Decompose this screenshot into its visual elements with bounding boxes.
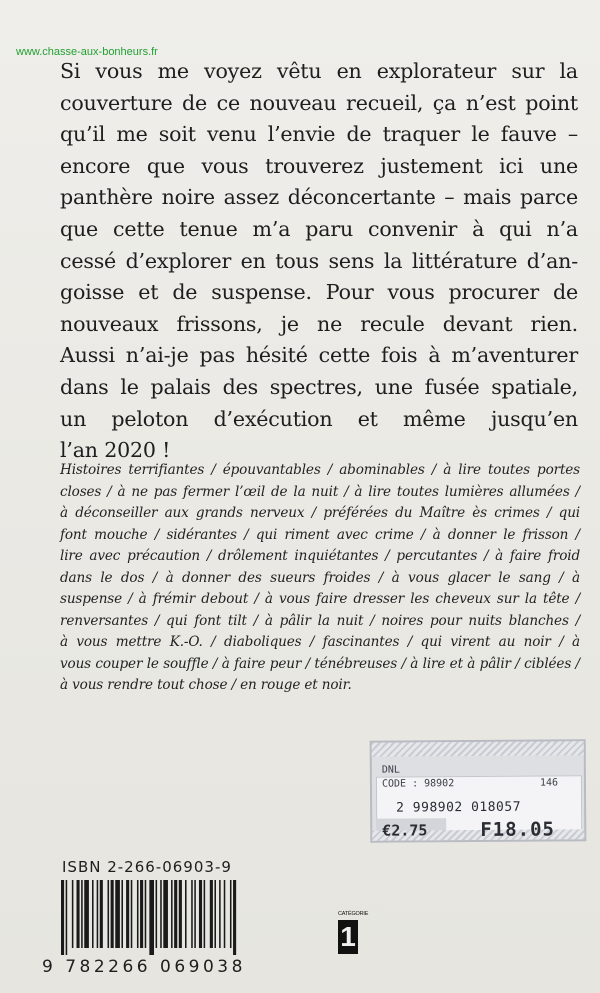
blurb-line: couverture de ce nouveau recueil, ça n’est point <box>60 90 578 115</box>
barcode-bar <box>210 880 213 948</box>
tagline-line: Histoires terrifiantes / épouvantables / abominables / à lire toutes portes <box>60 462 580 478</box>
watermark[interactable]: www.chasse-aux-bonheurs.fr <box>16 46 158 58</box>
tagline-line: lire avec précaution / drôlement inquiétantes / percutantes / à faire froid <box>60 548 580 564</box>
barcode-bar <box>121 880 123 948</box>
barcode-bar <box>111 880 114 948</box>
barcode-bar <box>214 880 216 948</box>
barcode-bar <box>160 880 162 948</box>
tagline-line: closes / à ne pas fermer l’œil de la nuit / à lire toutes lumières allumées / <box>60 483 580 500</box>
sticker-dnl: DNL <box>381 764 400 776</box>
tagline-line: vous couper le souffle / à faire peur / ténébreuses / à lire et à pâlir / ciblées / <box>60 655 580 672</box>
blurb-line: panthère noire assez déconcertante – mais parce <box>60 185 578 210</box>
barcode-bar <box>131 880 133 948</box>
barcode-bar <box>194 880 196 948</box>
barcode-bar <box>115 880 120 948</box>
barcode-bar <box>145 880 147 948</box>
barcode-bar <box>84 880 89 948</box>
sticker-code: CODE : 98902 <box>381 778 455 790</box>
tagline-text <box>60 460 580 697</box>
barcode-bar <box>61 880 64 955</box>
barcode-bar <box>163 880 168 948</box>
sticker-code-value: 146 <box>539 777 559 789</box>
blurb-line: goisse et de suspense. Pour vous procurer de <box>60 280 578 305</box>
blurb-line: cessé d’explorer en tous sens la littérature d’an- <box>60 248 578 273</box>
barcode-bar <box>199 880 202 948</box>
barcode-bar <box>171 880 173 948</box>
blurb-line: encore que vous trouverez justement ici une <box>60 153 578 178</box>
barcode-bar <box>204 880 206 948</box>
barcode-bar <box>224 880 226 948</box>
price-sticker <box>370 739 587 843</box>
barcode-bar <box>72 880 74 948</box>
barcode-bar <box>174 880 177 948</box>
blurb-text <box>60 56 578 467</box>
barcode-bar <box>179 880 182 948</box>
barcode-bar <box>97 880 99 948</box>
tagline-line: à vous rendre tout chose / en rouge et noir. <box>60 677 352 693</box>
barcode-bar <box>77 880 80 948</box>
barcode-bar <box>137 880 139 948</box>
sticker-price-franc: F18.05 <box>480 818 555 841</box>
barcode-bar <box>156 880 158 948</box>
isbn-label: ISBN 2-266-06903-9 <box>62 858 232 876</box>
blurb-line: l’an 2020 ! <box>60 438 171 463</box>
barcode-bar <box>230 880 232 948</box>
sticker-ean: 2 998902 018057 <box>396 799 522 816</box>
barcode <box>61 880 293 955</box>
blurb-line: que cette tenue m’a paru convenir à qui n’a <box>60 216 578 241</box>
barcode-bar <box>81 880 83 948</box>
tagline-line: à vous mettre K.-O. / diaboliques / fascinantes / qui virent au noir / à <box>60 634 580 650</box>
tagline-line: suspense / à frémir debout / à vous faire dresser les cheveux sur la tête / <box>60 591 580 607</box>
blurb-line: Aussi n’ai-je pas hésité cette fois à m’aventurer <box>60 343 578 368</box>
barcode-bar <box>219 880 221 948</box>
category-number: 1 <box>338 920 358 954</box>
barcode-bar <box>126 880 129 948</box>
barcode-bar <box>149 880 154 955</box>
tagline-line: dans le dos / à donner des sueurs froides / à vous glacer le sang / à <box>60 569 580 586</box>
blurb-line: nouveaux frissons, je ne recule devant rien. <box>60 311 578 336</box>
barcode-bar <box>233 880 236 955</box>
tagline-line: à déconseiller aux grands nerveux / préférées du Maître ès crimes / qui <box>60 505 580 521</box>
blurb-line: un peloton d’exécution et même jusqu’en <box>60 406 578 431</box>
barcode-bar <box>185 880 187 948</box>
barcode-bar <box>108 880 110 948</box>
tagline-line: font mouche / sidérantes / qui riment avec crime / à donner le frisson / <box>60 526 580 543</box>
ean-digits: 9 782266 069038 <box>42 957 246 977</box>
blurb-line: qu’il me soit venu l’envie de traquer le fauve – <box>60 122 578 147</box>
barcode-bar <box>191 880 193 948</box>
sticker-hatch <box>372 741 584 756</box>
tagline-line: renversantes / qui font tilt / à pâlir la nuit / noires pour nuits blanches / <box>60 612 580 629</box>
barcode-bar <box>140 880 143 948</box>
category-label: CATÉGORIE <box>338 911 369 917</box>
barcode-bar <box>92 880 94 948</box>
blurb-line: Si vous me voyez vêtu en explorateur sur la <box>60 59 578 83</box>
barcode-bar <box>100 880 103 948</box>
barcode-bar <box>66 880 68 955</box>
sticker-price-euro: €2.75 <box>382 821 428 840</box>
category-badge <box>338 911 369 985</box>
blurb-line: dans le palais des spectres, une fusée spatiale, <box>60 374 578 399</box>
